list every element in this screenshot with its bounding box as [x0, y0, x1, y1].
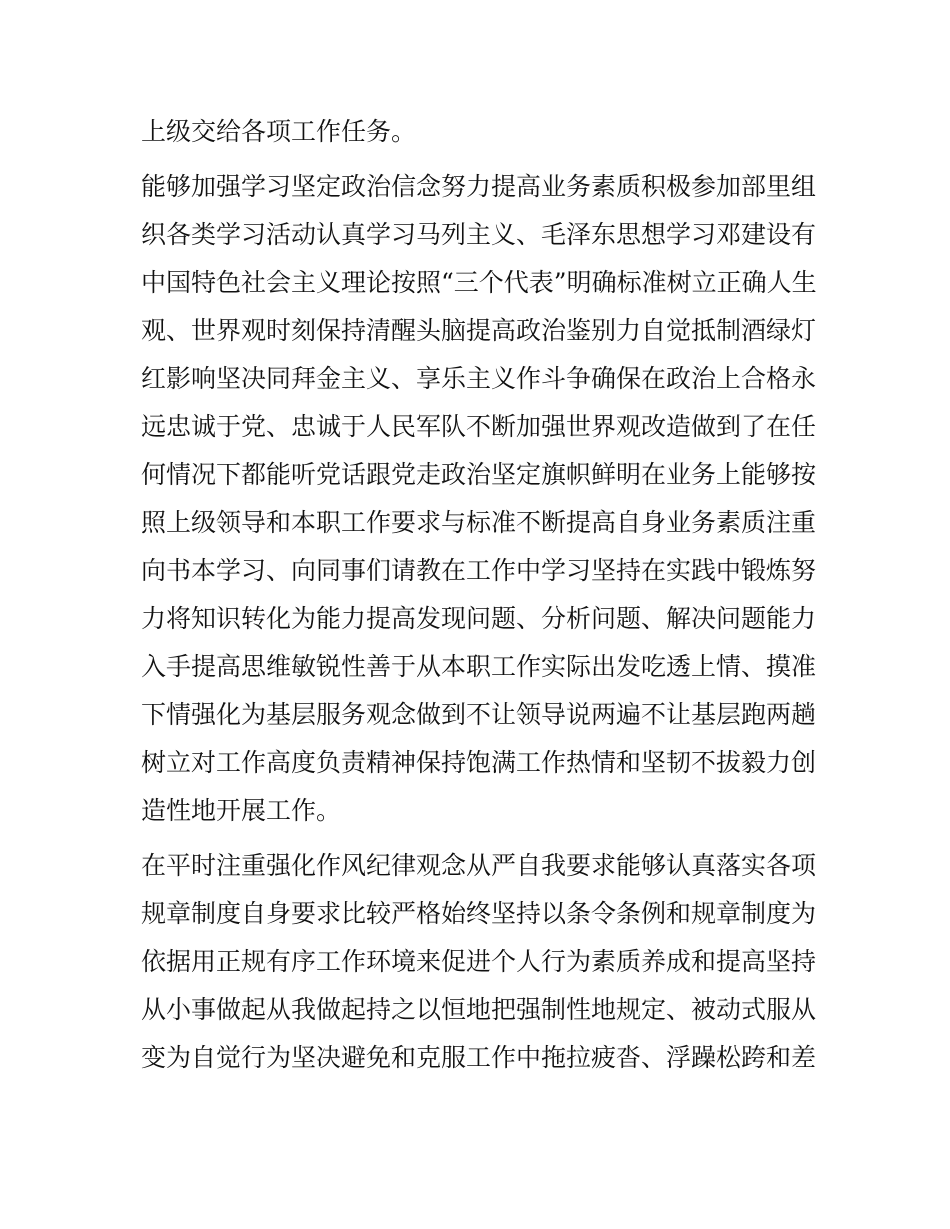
paragraph-gap: [141, 835, 821, 842]
paragraph: [141, 108, 821, 156]
paragraph: [141, 842, 821, 1082]
text-line: 观、世界观时刻保持清醒头脑提高政治鉴别力自觉抵制酒绿灯: [141, 316, 817, 345]
text-line: 织各类学习活动认真学习马列主义、毛泽东思想学习邓建设有: [141, 220, 817, 249]
text-line: 从小事做起从我做起持之以恒地把强制性地规定、被动式服从: [141, 995, 817, 1024]
document-body: [141, 108, 821, 1082]
paragraph-gap: [141, 156, 821, 163]
text-line: 规章制度自身要求比较严格始终坚持以条令条例和规章制度为: [141, 899, 817, 928]
text-line: 远忠诚于党、忠诚于人民军队不断加强世界观改造做到了在任: [141, 412, 817, 441]
text-line: 入手提高思维敏锐性善于从本职工作实际出发吃透上情、摸准: [141, 652, 817, 681]
text-line: 能够加强学习坚定政治信念努力提高业务素质积极参加部里组: [141, 172, 817, 201]
text-line: 照上级领导和本职工作要求与标准不断提高自身业务素质注重: [141, 508, 817, 537]
paragraph: [141, 163, 821, 835]
text-line: 下情强化为基层服务观念做到不让领导说两遍不让基层跑两趟: [141, 700, 817, 729]
text-line: 向书本学习、向同事们请教在工作中学习坚持在实践中锻炼努: [141, 556, 817, 585]
text-line: 在平时注重强化作风纪律观念从严自我要求能够认真落实各项: [141, 851, 817, 880]
text-line: 红影响坚决同拜金主义、享乐主义作斗争确保在政治上合格永: [141, 364, 817, 393]
text-line: 树立对工作高度负责精神保持饱满工作热情和坚韧不拔毅力创: [141, 748, 817, 777]
text-line: 力将知识转化为能力提高发现问题、分析问题、解决问题能力: [141, 604, 817, 633]
text-line: 造性地开展工作。: [141, 796, 342, 825]
text-line: 中国特色社会主义理论按照“三个代表”明确标准树立正确人生: [141, 268, 817, 297]
text-line: 上级交给各项工作任务。: [141, 117, 417, 146]
text-line: 何情况下都能听党话跟党走政治坚定旗帜鲜明在业务上能够按: [141, 460, 817, 489]
text-line: 变为自觉行为坚决避免和克服工作中拖拉疲沓、浮躁松跨和差: [141, 1043, 817, 1072]
text-line: 依据用正规有序工作环境来促进个人行为素质养成和提高坚持: [141, 947, 817, 976]
